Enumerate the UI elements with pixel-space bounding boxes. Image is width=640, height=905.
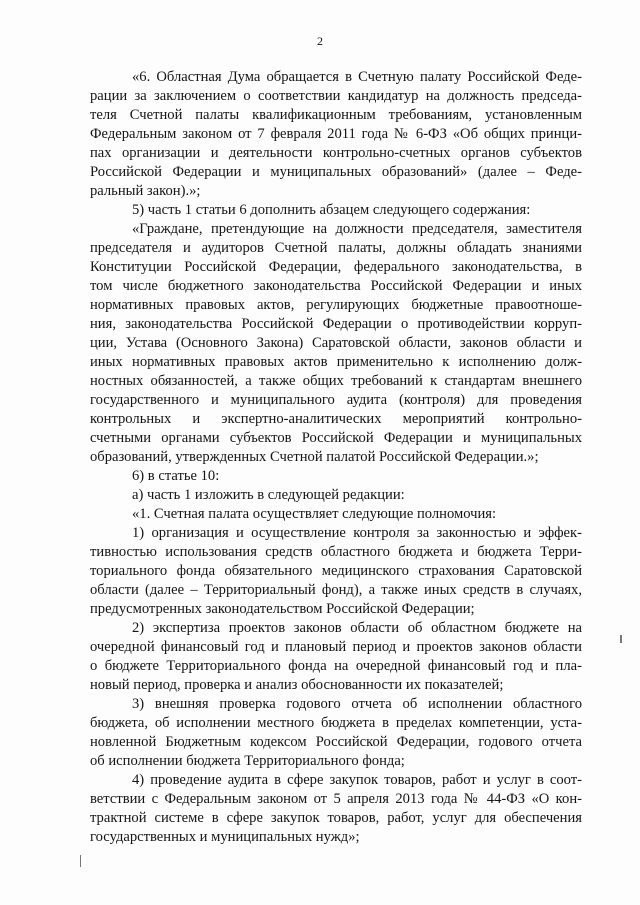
text-line: «6. Областная Дума обращается в Счетную палату Российской Феде- (132, 69, 582, 85)
text-line: 2) экспертиза проектов законов области об областном бюджете на (132, 620, 582, 636)
text-line: образований, утвержденных Счетной палатой Российской Федерации.»; (90, 449, 539, 465)
text-line: области (далее – Территориальный фонд), а также иных средств в случаях, (90, 582, 582, 598)
text-line: а) часть 1 изложить в следующей редакции: (132, 487, 405, 503)
paragraph (90, 695, 582, 771)
paragraph (90, 524, 582, 619)
text-line: том числе бюджетного законодательства Российской Федерации и иных (90, 278, 582, 294)
text-line: рации за заключением о соответствии кандидатур на должность председа- (90, 88, 582, 104)
paragraph (90, 486, 582, 505)
text-line: 6) в статье 10: (132, 468, 220, 484)
text-line: ции, Устава (Основного Закона) Саратовской области, законов области и (90, 335, 582, 351)
scan-artifact (620, 635, 622, 643)
text-line: новленной Бюджетным кодексом Российской Федерации, годового отчета (90, 734, 582, 750)
paragraph (90, 467, 582, 486)
paragraph (90, 201, 582, 220)
text-line: бюджета, об исполнении местного бюджета в пределах компетенции, уста- (90, 715, 582, 731)
text-line: пах организации и деятельности контрольно-счетных органов субъектов (90, 145, 582, 161)
text-line: председателя и аудиторов Счетной палаты, должны обладать знаниями (90, 240, 582, 256)
text-line: теля Счетной палаты квалификационным требованиям, установленным (90, 107, 582, 123)
scan-artifact (80, 855, 81, 867)
paragraph (90, 220, 582, 467)
text-line: ториального фонда обязательного медицинского страхования Саратовской (90, 563, 582, 579)
text-line: иных нормативных правовых актов применительно к исполнению долж- (90, 354, 582, 370)
text-line: о бюджете Территориального фонда на очередной финансовый год и пла- (90, 658, 582, 674)
text-line: нормативных правовых актов, регулирующих бюджетные правоотноше- (90, 297, 582, 313)
text-line: ностных обязанностей, а также общих требований к стандартам внешнего (90, 373, 582, 389)
paragraph (90, 619, 582, 695)
text-line: 5) часть 1 статьи 6 дополнить абзацем следующего содержания: (132, 202, 531, 218)
text-line: об исполнении бюджета Территориального фонда; (90, 753, 405, 769)
paragraph (90, 68, 582, 201)
paragraph (90, 771, 582, 847)
text-line: «Граждане, претендующие на должности председателя, заместителя (132, 221, 582, 237)
text-line: новый период, проверка и анализ обоснованности их показателей; (90, 677, 504, 693)
paragraph (90, 505, 582, 524)
text-line: 4) проведение аудита в сфере закупок товаров, работ и услуг в соот- (132, 772, 582, 788)
text-line: трактной системе в сфере закупок товаров, работ, услуг для обеспечения (90, 810, 582, 826)
document-body (90, 68, 582, 847)
text-line: Российской Федерации и муниципальных образований» (далее – Феде- (90, 164, 582, 180)
text-line: «1. Счетная палата осуществляет следующие полномочия: (132, 506, 497, 522)
page-number: 2 (317, 34, 323, 48)
text-line: ния, законодательства Российской Федерации о противодействии корруп- (90, 316, 582, 332)
text-line: государственных и муниципальных нужд»; (90, 829, 360, 845)
text-line: Федеральным законом от 7 февраля 2011 года № 6-ФЗ «Об общих принци- (90, 126, 582, 142)
text-line: государственного и муниципального аудита (контроля) для проведения (90, 392, 582, 408)
text-line: предусмотренных законодательством Российской Федерации; (90, 601, 475, 617)
text-line: контрольных и экспертно-аналитических мероприятий контрольно- (90, 411, 582, 427)
text-line: очередной финансовый год и плановый период и проектов законов области (90, 639, 582, 655)
text-line: ральный закон).»; (90, 183, 201, 199)
text-line: 3) внешняя проверка годового отчета об исполнении областного (132, 696, 582, 712)
text-line: ветствии с Федеральным законом от 5 апреля 2013 года № 44-ФЗ «О кон- (90, 791, 582, 807)
text-line: счетными органами субъектов Российской Федерации и муниципальных (90, 430, 582, 446)
text-line: Конституции Российской Федерации, федерального законодательства, в (90, 259, 582, 275)
text-line: тивностью использования средств областного бюджета и бюджета Терри- (90, 544, 582, 560)
text-line: 1) организация и осуществление контроля за законностью и эффек- (132, 525, 582, 541)
